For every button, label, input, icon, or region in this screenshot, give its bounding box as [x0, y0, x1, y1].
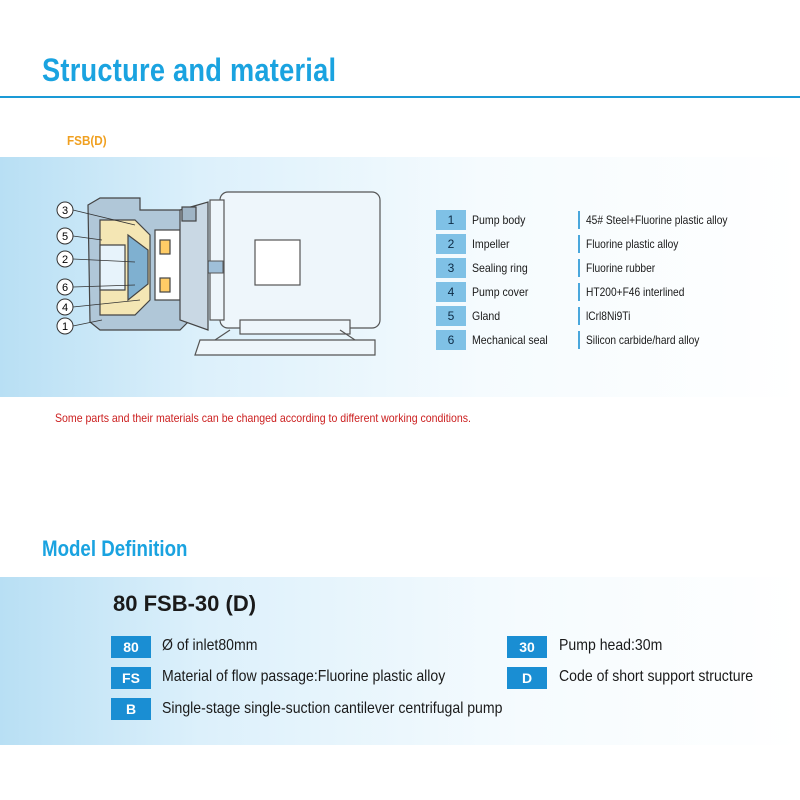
part-divider [578, 307, 580, 325]
part-number: 6 [436, 330, 466, 350]
callout-4 [57, 299, 73, 315]
part-name: Gland [472, 309, 501, 323]
callout-1 [57, 318, 73, 334]
part-divider [578, 283, 580, 301]
section-title-model: Model Definition [42, 536, 188, 561]
pump-diagram [40, 180, 430, 380]
part-material: lCrl8Ni9Ti [586, 309, 631, 323]
model-code: 80 FSB-30 (D) [113, 591, 257, 616]
callout-3 [57, 202, 73, 218]
title-divider [0, 96, 800, 98]
svg-text:4: 4 [61, 302, 69, 314]
part-divider [578, 211, 580, 229]
part-material: 45# Steel+Fluorine plastic alloy [586, 213, 728, 227]
code-badge: B [111, 698, 151, 720]
part-material: HT200+F46 interlined [586, 285, 685, 299]
svg-text:6: 6 [61, 282, 69, 294]
part-row [436, 306, 766, 326]
code-badge: D [507, 667, 547, 689]
code-description: Ø of inlet80mm [162, 637, 258, 654]
part-divider [578, 235, 580, 253]
part-number: 2 [436, 234, 466, 254]
part-row [436, 210, 766, 230]
part-name: Mechanical seal [472, 333, 548, 347]
materials-note: Some parts and their materials can be changed according to different working conditions. [55, 411, 471, 425]
part-name: Pump body [472, 213, 526, 227]
part-number: 5 [436, 306, 466, 326]
callout-5 [57, 228, 73, 244]
part-row [436, 258, 766, 278]
code-description: Code of short support structure [559, 668, 754, 685]
part-name: Pump cover [472, 285, 529, 299]
code-description: Pump head:30m [559, 637, 663, 654]
part-name: Impeller [472, 237, 510, 251]
callout-2 [57, 251, 73, 267]
part-material: Fluorine rubber [586, 261, 656, 275]
code-description: Material of flow passage:Fluorine plastic alloy [162, 668, 446, 685]
section-title-structure: Structure and material [42, 52, 337, 88]
part-divider [578, 259, 580, 277]
svg-text:2: 2 [61, 254, 69, 266]
code-description: Single-stage single-suction cantilever centrifugal pump [162, 700, 503, 717]
svg-text:1: 1 [61, 321, 69, 333]
code-badge: 30 [507, 636, 547, 658]
code-badge: 80 [111, 636, 151, 658]
callout-6 [57, 279, 73, 295]
part-divider [578, 331, 580, 349]
part-name: Sealing ring [472, 261, 528, 275]
part-number: 1 [436, 210, 466, 230]
part-row [436, 330, 766, 350]
part-row [436, 234, 766, 254]
part-number: 4 [436, 282, 466, 302]
part-material: Silicon carbide/hard alloy [586, 333, 700, 347]
part-material: Fluorine plastic alloy [586, 237, 679, 251]
part-row [436, 282, 766, 302]
svg-text:3: 3 [61, 205, 69, 217]
model-label: FSB(D) [67, 133, 107, 148]
part-number: 3 [436, 258, 466, 278]
code-badge: FS [111, 667, 151, 689]
svg-text:5: 5 [61, 231, 69, 243]
